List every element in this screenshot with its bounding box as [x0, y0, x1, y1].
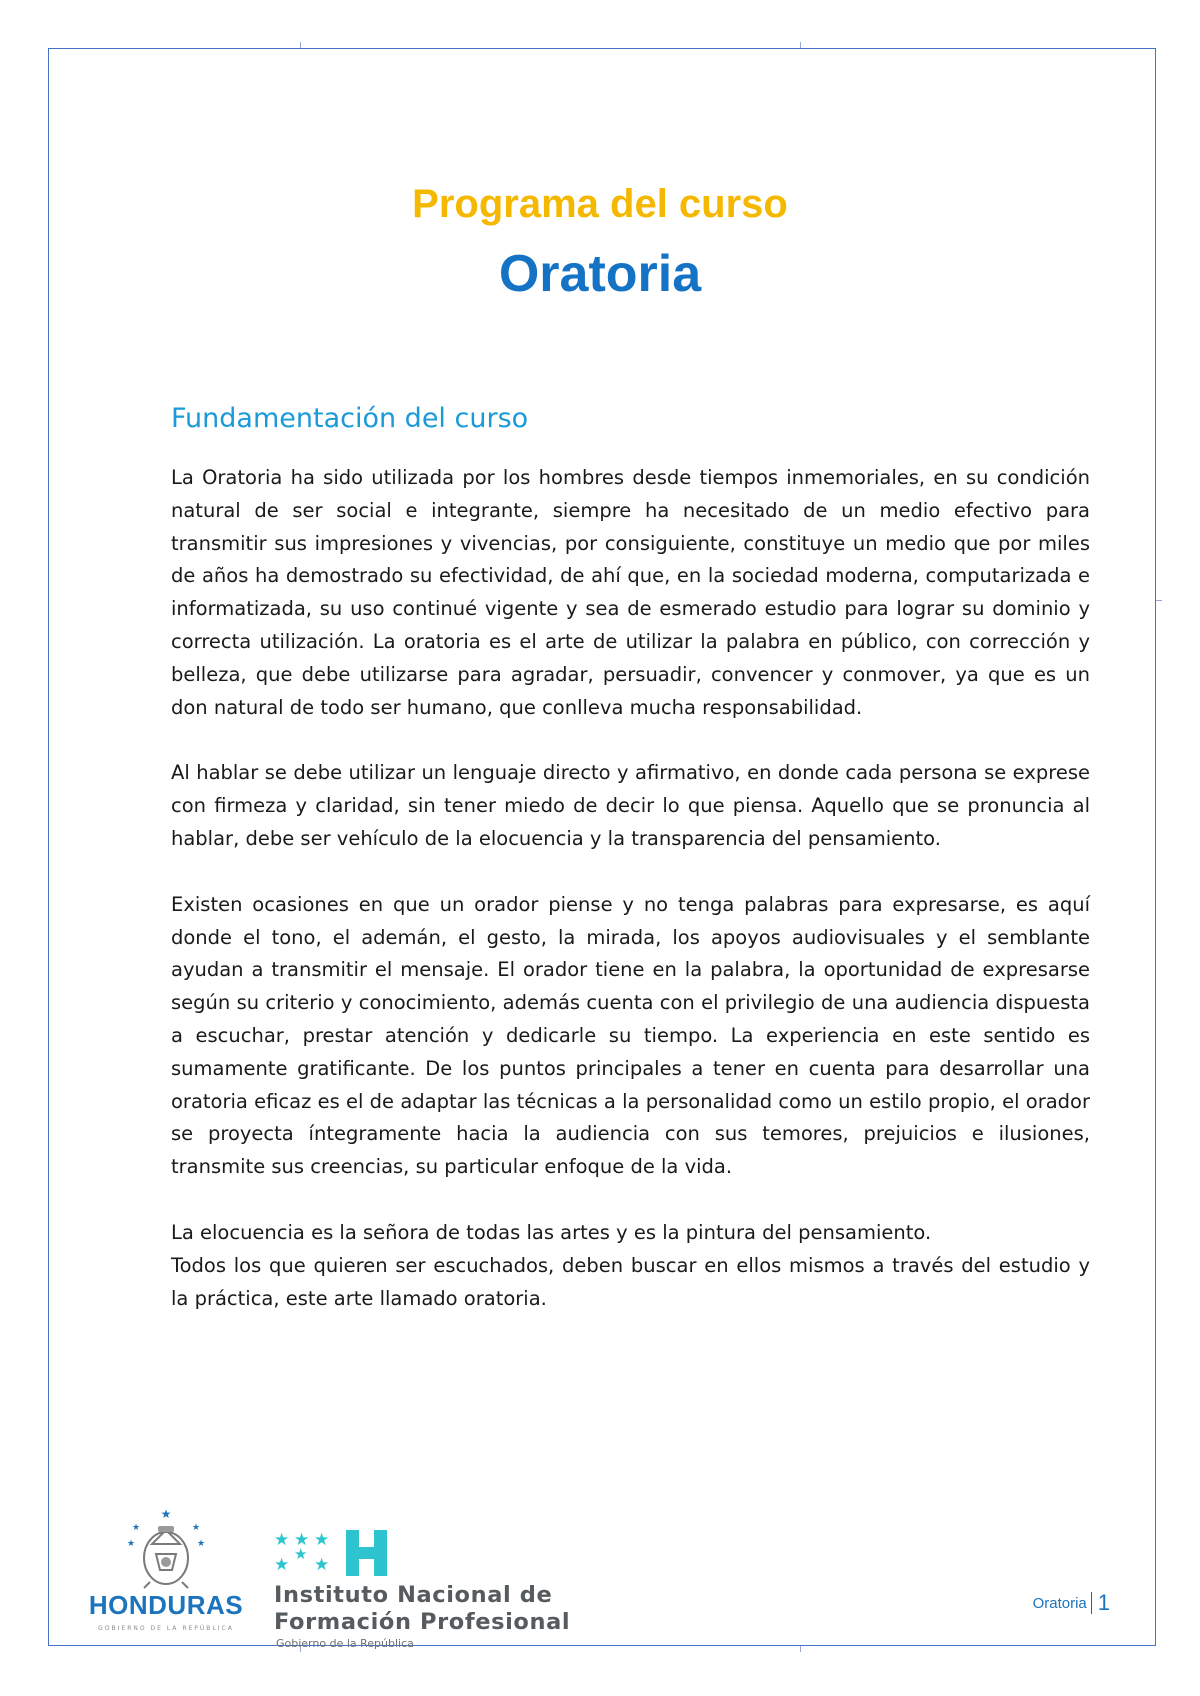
section-heading: Fundamentación del curso [171, 403, 529, 434]
infop-name-line2: Formación Profesional [274, 1609, 571, 1635]
infop-logo-icon [274, 1530, 398, 1580]
paragraph: Al hablar se debe utilizar un lenguaje directo y afirmativo, en donde cada persona se exprese con firmeza y claridad, sin tener miedo de decir lo que piensa. Aquello que se pronuncia al hablar, debe ser vehículo de la elocuencia y la transparencia del pensamiento. [171, 761, 1090, 850]
svg-text:★: ★ [126, 1539, 136, 1549]
svg-text:★: ★ [131, 1523, 141, 1533]
paragraph: Todos los que quieren ser escuchados, deben buscar en ellos mismos a través del estudio y la práctica, este arte llamado oratoria. [171, 1253, 1090, 1310]
svg-text:★: ★ [160, 1507, 172, 1521]
honduras-wordmark: HONDURAS [88, 1590, 244, 1620]
honduras-seal-logo [86, 1506, 246, 1594]
crop-mark [300, 42, 301, 48]
crop-mark [1156, 600, 1162, 601]
page-number: 1 [1097, 1590, 1110, 1615]
crop-mark [800, 1646, 801, 1652]
svg-text:★: ★ [191, 1523, 201, 1533]
svg-text:★: ★ [314, 1555, 330, 1575]
paragraph: Existen ocasiones en que un orador piense y no tenga palabras para expresarse, es aquí donde el tono, el ademán, el gesto, la mirada, los apoyos audiovisuales y el semblante ayudan a transmitir el mensaje. El orador tiene en la palabra, la oportunidad de expresarse según su criterio y conocimiento, además cuenta con el privilegio de una audiencia dispuesta a escuchar, prestar atención y dedicarle su tiempo. La experiencia en este sentido es sumamente gratificante. De los puntos principales a tener en cuenta para desarrollar una oratoria eficaz es el de adaptar las técnicas a la personalidad como un estilo propio, el orador se proyecta íntegramente hacia la audiencia con sus temores, prejuicios e ilusiones, transmite sus creencias, su particular enfoque de la vida. [171, 892, 1090, 1179]
paragraph: La elocuencia es la señora de todas las artes y es la pintura del pensamiento. [171, 1220, 932, 1244]
paragraph: La Oratoria ha sido utilizada por los hombres desde tiempos inmemoriales, en su condición natural de ser social e integrante, siempre ha necesitado de un medio efectivo para transmitir sus impresiones y vivencias, por consiguiente, constituye un medio que por miles de años ha demostrado su efectividad, de ahí que, en la sociedad moderna, computarizada e informatizada, su uso continué vigente y sea de esmerado estudio para lograr su dominio y correcta utilización. La oratoria es el arte de utilizar la palabra en público, con corrección y belleza, que debe utilizarse para agradar, persuadir, convencer y conmover, ya que es un don natural de todo ser humano, que conlleva mucha responsabilidad. [171, 466, 1090, 719]
course-name: Oratoria [498, 245, 702, 303]
svg-text:★: ★ [196, 1539, 206, 1549]
svg-text:★: ★ [274, 1555, 290, 1575]
svg-text:★: ★ [294, 1530, 310, 1550]
document-title: Programa del curso [412, 182, 788, 226]
section-body [171, 462, 1090, 1315]
crop-mark [800, 42, 801, 48]
page-footer-label [1033, 1590, 1110, 1616]
svg-text:★: ★ [274, 1530, 290, 1550]
svg-text:★: ★ [314, 1530, 330, 1550]
svg-text:★: ★ [294, 1545, 308, 1563]
infop-name [274, 1582, 570, 1636]
honduras-subtitle: GOBIERNO DE LA REPÚBLICA [98, 1625, 234, 1632]
footer-divider [1091, 1592, 1092, 1614]
infop-name-line1: Instituto Nacional de [274, 1582, 553, 1608]
infop-subtitle: Gobierno de la República [276, 1637, 414, 1650]
footer-course-label: Oratoria [1032, 1594, 1087, 1612]
